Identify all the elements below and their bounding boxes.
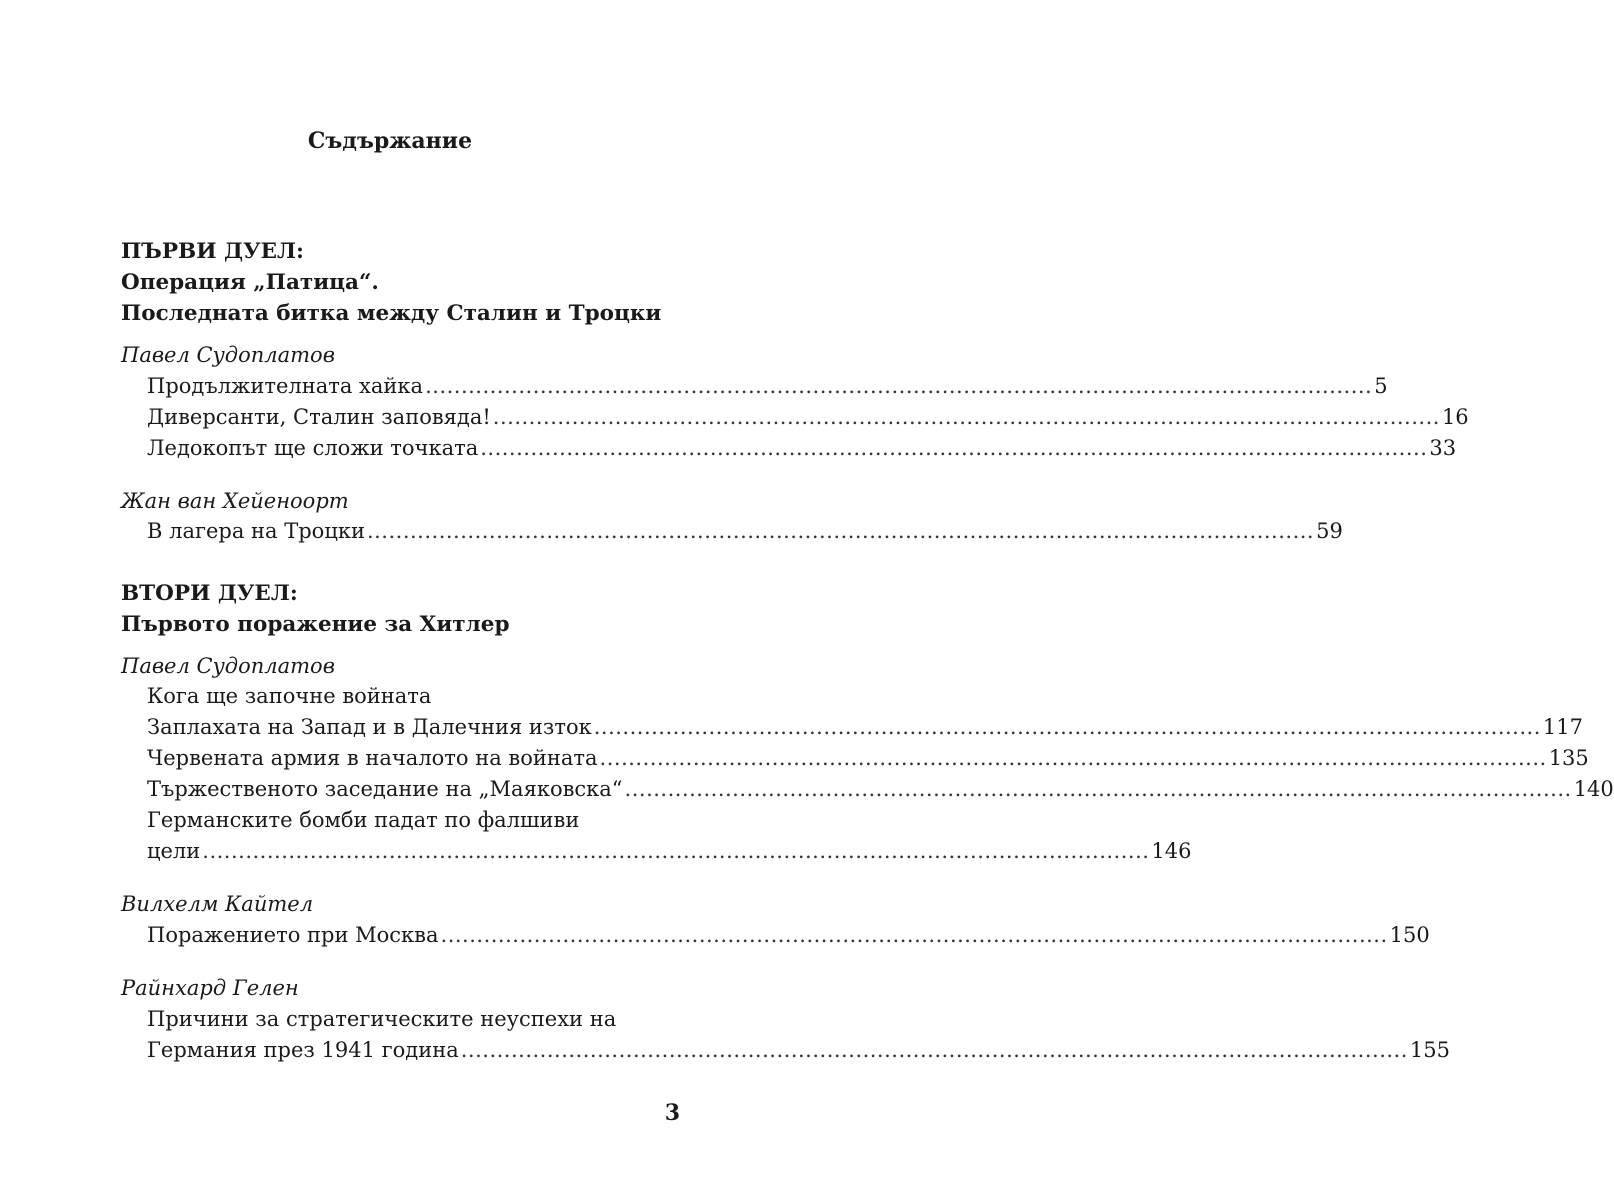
author-name: Вилхелм Кайтел: [121, 892, 314, 916]
part-subtitle: Операция „Патица“.: [121, 270, 379, 295]
author-name: Райнхард Гелен: [121, 976, 299, 1000]
part-heading: ПЪРВИ ДУЕЛ:: [121, 239, 304, 264]
dot-leader: ....................................................................................................................................: [440, 923, 1388, 947]
entry-title: Продължителната хайка: [147, 374, 424, 398]
entry-title: В лагера на Троцки: [147, 519, 365, 543]
entry-title-line: Германия през 1941 година: [147, 1038, 459, 1062]
part-subtitle: Първото поражение за Хитлер: [121, 612, 510, 637]
entry-page: 135: [1548, 746, 1589, 770]
toc-entries: [147, 681, 1614, 867]
entry-title-line: цели: [147, 839, 201, 863]
author-name: Павел Судоплатов: [121, 654, 335, 678]
dot-leader: ....................................................................................................................................: [202, 839, 1150, 863]
entry-page: 146: [1151, 839, 1192, 863]
dot-leader: ....................................................................................................................................: [492, 405, 1440, 429]
dot-leader: ....................................................................................................................................: [460, 1038, 1408, 1062]
entry-page: 155: [1409, 1038, 1450, 1062]
part-2-heading: [121, 578, 681, 640]
entry-page: 140: [1573, 777, 1614, 801]
toc-entries: [147, 1004, 1450, 1066]
toc-entry[interactable]: [147, 743, 1589, 774]
dot-leader: ....................................................................................................................................: [624, 777, 1572, 801]
dot-leader: ....................................................................................................................................: [480, 436, 1428, 460]
toc-entry-multiline[interactable]: [147, 805, 1192, 867]
toc-entry[interactable]: [147, 402, 1469, 433]
page-number: 3: [664, 1100, 680, 1126]
toc-entry-multiline[interactable]: [147, 1004, 1450, 1066]
entry-title: Заплахата на Запад и в Далечния изток: [147, 715, 592, 739]
part-heading: ВТОРИ ДУЕЛ:: [121, 581, 298, 606]
entry-page: 59: [1316, 519, 1343, 543]
toc-entry[interactable]: [147, 433, 1457, 464]
entry-title-line: Германските бомби падат по фалшиви: [147, 808, 580, 832]
entry-title: Поражението при Москва: [147, 923, 439, 947]
entry-title: Ледокопът ще сложи точката: [147, 436, 479, 460]
toc-entry[interactable]: [147, 774, 1614, 805]
page-title: Съдържание: [307, 128, 473, 154]
dot-leader: ....................................................................................................................................: [425, 374, 1373, 398]
toc-entry[interactable]: [147, 920, 1430, 951]
entry-title-line: Причини за стратегическите неуспехи на: [147, 1007, 617, 1031]
entry-title: Диверсанти, Сталин заповяда!: [147, 405, 491, 429]
entry-page: 5: [1374, 374, 1388, 398]
part-1-heading: [121, 236, 681, 329]
entry-title: Червената армия в началото на войната: [147, 746, 598, 770]
entry-page: 150: [1389, 923, 1430, 947]
entry-title: Тържественото заседание на „Маяковска“: [147, 777, 623, 801]
toc-entry[interactable]: [147, 371, 1388, 402]
entry-page: 117: [1542, 715, 1583, 739]
entry-page: 33: [1429, 436, 1457, 460]
toc-entries: [147, 920, 1430, 951]
dot-leader: ....................................................................................................................................: [599, 746, 1547, 770]
author-name: Павел Судоплатов: [121, 343, 335, 367]
dot-leader: ....................................................................................................................................: [366, 519, 1315, 543]
dot-leader: ....................................................................................................................................: [593, 715, 1541, 739]
toc-section-intro: Кога ще започне войната: [147, 684, 432, 708]
entry-page: 16: [1441, 405, 1469, 429]
toc-entry[interactable]: [147, 712, 1583, 743]
toc-entries: [147, 371, 1469, 464]
toc-entries: [147, 516, 1343, 547]
author-name: Жан ван Хейеноорт: [121, 489, 349, 513]
part-subtitle: Последната битка между Сталин и Троцки: [121, 301, 662, 326]
toc-entry[interactable]: [147, 516, 1343, 547]
